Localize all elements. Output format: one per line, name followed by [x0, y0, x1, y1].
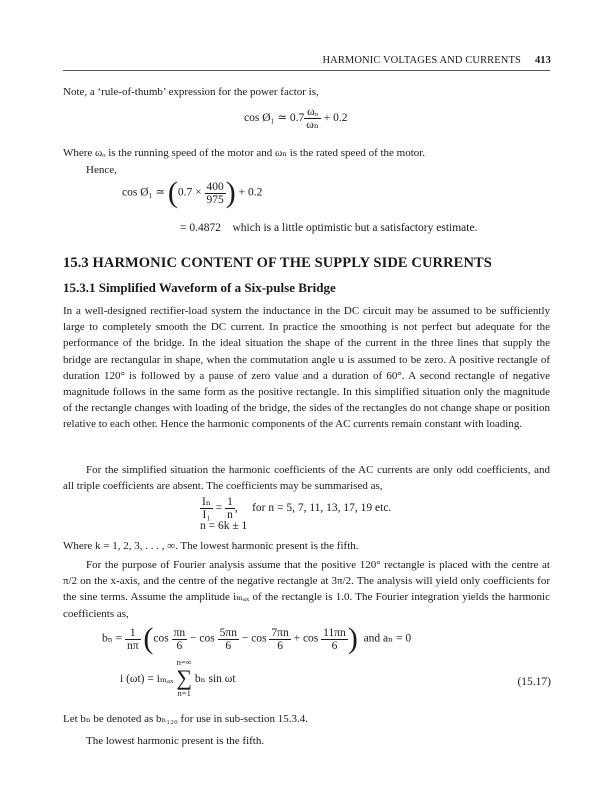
- equation-hence: cos Ø₁ ≃ (0.7 × $\frac{400}{975}$ ) + 0.2: [122, 176, 263, 209]
- paragraph-fourier: For the purpose of Fourier analysis assume that the positive 120° rectangle is placed with the centre at π/2 on the x-axis, and the centre of the negative rectangle at 3π/2. The analysis will yield only coefficients for the sine terms. Assume the amplitude iₘₐₓ of the rectangle is 1.0. The Fourier integration yields the harmonic coefficients as,: [63, 559, 550, 620]
- equation-current: i (ωt) = iₘₐₓ n=∞ ∑ n=1 bₙ sin ωt: [120, 657, 236, 698]
- let-text: Let bₙ be denoted as bₙ₁₂₀ for use in sub-section 15.3.4.: [63, 713, 308, 725]
- hence-text: Hence,: [86, 164, 117, 176]
- section-heading: 15.3 HARMONIC CONTENT OF THE SUPPLY SIDE CURRENTS: [63, 255, 492, 271]
- equation-number: (15.17): [517, 676, 551, 688]
- header-rule: [63, 70, 550, 71]
- paragraph-waveform: In a well-designed rectifier-load system the inductance in the DC circuit may be assumed to be sufficiently large to completely smooth the DC current. In practice the smoothing is not perfect but adequate for the performance of the bridge. In the ideal situation the shape of the current in the three lines that supply the bridge are rectangular in shape, when the commutation angle u is assumed to be zero. A positive rectangle of duration 120° is followed by a pause of zero value and a duration of 60°. A second rectangle of negative magnitude follows in the same form as the positive rectangle. In this simplified situation only the magnitude of the rectangle changes with loading of the bridge, the sides of the rectangles do not change shape or position relative to each other. Hence the harmonic components of the AC currents remain constant with loading.: [63, 305, 550, 431]
- paragraph-coefficients: For the simplified situation the harmonic coefficients of the AC currents are only odd coefficients, and all triple coefficients are absent. The coefficients may be summarised as,: [63, 464, 550, 493]
- running-title: HARMONIC VOLTAGES AND CURRENTS: [322, 55, 521, 66]
- subsection-heading: 15.3.1 Simplified Waveform of a Six-pulse Bridge: [63, 280, 336, 295]
- equation-coefficients: $\frac{\text{Iₙ}}{\text{I₁}}$ = $\frac{1}{n}$ , for n = 5, 7, 11, 13, 17, 19 etc.: [202, 496, 392, 521]
- equation-n-rule: n = 6k ± 1: [200, 520, 248, 532]
- where-k-text: Where k = 1, 2, 3, . . . , ∞. The lowest harmonic present is the fifth.: [63, 540, 359, 552]
- running-header: [0, 55, 551, 66]
- equation-bn: bₙ = $\frac{1}{n\pi}$ (cos $\frac{\pi n}{6}$ − cos $\frac{5\pi n}{6}$ − cos $\frac{7\pi n}{6}$ + cos $\frac{11\pi n}{6}$ ) and aₙ = 0: [102, 622, 412, 655]
- where-speed-text: Where ωₒ is the running speed of the motor and ωₙ is the rated speed of the motor.: [63, 147, 426, 159]
- final-text: The lowest harmonic present is the fifth.: [86, 735, 265, 747]
- page-number: 413: [534, 55, 551, 66]
- equation-result: = 0.4872 which is a little optimistic but a satisfactory estimate.: [180, 222, 478, 234]
- equation-power-factor: cos Ø₁ ≃ 0.7 $\frac{\text{ωₒ}}{\text{ωₙ}}$ + 0.2: [244, 106, 348, 131]
- intro-text: Note, a ‘rule-of-thumb’ expression for the power factor is,: [63, 86, 319, 98]
